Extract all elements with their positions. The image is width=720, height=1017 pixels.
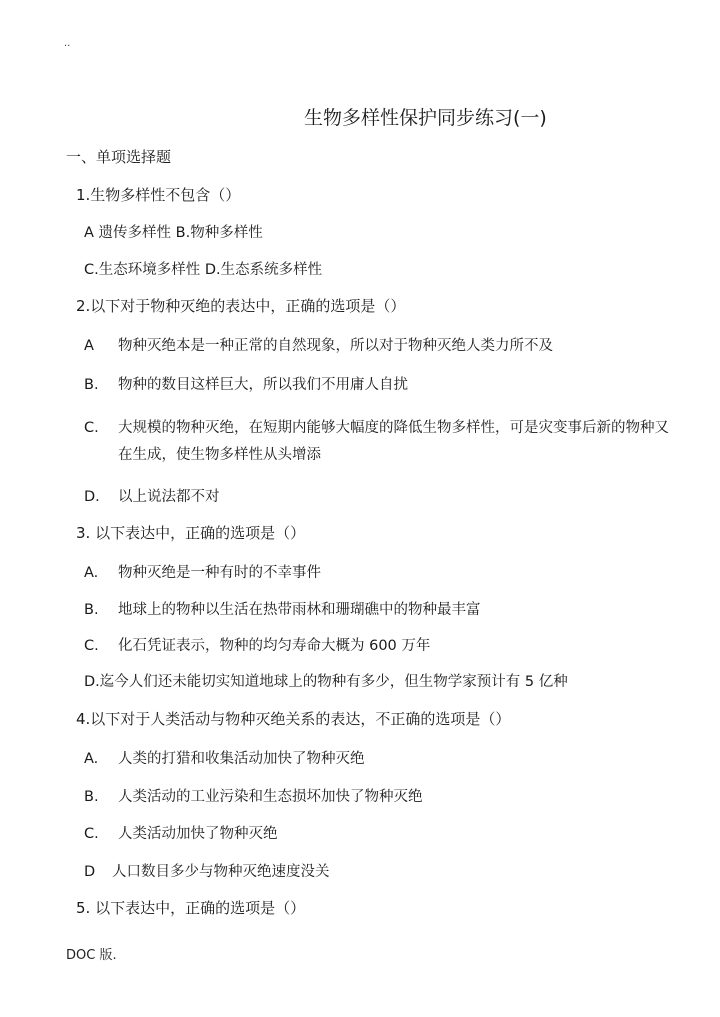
option-text: 大规模的物种灭绝，在短期内能够大幅度的降低生物多样性，可是灾变事后新的物种又在生成，使生物多样性从头增添 xyxy=(118,420,669,463)
option-letter: B. xyxy=(84,377,99,393)
question-2-stem: 2.以下对于物种灭绝的表达中，正确的选项是（） xyxy=(76,297,406,315)
option-text: 物种的数目这样巨大，所以我们不用庸人自扰 xyxy=(118,377,408,393)
option-letter: A xyxy=(84,338,94,354)
question-4-stem: 4.以下对于人类活动与物种灭绝关系的表达，不正确的选项是（） xyxy=(76,710,511,728)
option-letter: D xyxy=(84,864,96,880)
question-4-option-a xyxy=(84,747,365,768)
question-4-option-d xyxy=(84,860,330,881)
option-text: 物种灭绝本是一种正常的自然现象，所以对于物种灭绝人类力所不及 xyxy=(118,338,553,354)
question-1-option-line: C.生态环境多样性 D.生态系统多样性 xyxy=(84,262,323,278)
question-3-option-b xyxy=(84,598,481,619)
question-2-option-d xyxy=(84,485,220,506)
question-2-option-b xyxy=(84,373,408,394)
option-letter: D. xyxy=(84,489,100,505)
option-letter: C. xyxy=(84,826,99,842)
question-2-option-c xyxy=(84,415,678,469)
header-mark: .. xyxy=(64,38,71,49)
option-text: 以上说法都不对 xyxy=(118,489,220,505)
question-3-option-d: D.迄今人们还未能切实知道地球上的物种有多少，但生物学家预计有 5 亿种 xyxy=(84,674,568,690)
question-2-option-a xyxy=(84,334,553,355)
question-3-option-c xyxy=(84,634,430,655)
option-text: 人类活动加快了物种灭绝 xyxy=(118,826,278,842)
page-footer: DOC 版. xyxy=(66,948,117,963)
option-letter: A. xyxy=(84,565,99,581)
option-letter: C. xyxy=(84,638,99,654)
question-5-stem: 5. 以下表达中，正确的选项是（） xyxy=(76,899,306,917)
option-letter: A. xyxy=(84,751,99,767)
option-text: 化石凭证表示，物种的均匀寿命大概为 600 万年 xyxy=(118,638,431,654)
question-4-option-b xyxy=(84,785,423,806)
option-letter: C. xyxy=(84,420,99,436)
section-heading: 一、单项选择题 xyxy=(66,148,172,166)
question-3-option-a xyxy=(84,561,321,582)
option-text: 人口数目多少与物种灭绝速度没关 xyxy=(112,864,330,880)
option-text: 人类活动的工业污染和生态损坏加快了物种灭绝 xyxy=(118,789,423,805)
question-3-stem: 3. 以下表达中，正确的选项是（） xyxy=(76,524,306,542)
option-text: 物种灭绝是一种有时的不幸事件 xyxy=(118,565,321,581)
option-text: 人类的打猎和收集活动加快了物种灭绝 xyxy=(118,751,365,767)
question-1-option-line: A 遗传多样性 B.物种多样性 xyxy=(84,225,263,241)
option-letter: B. xyxy=(84,789,99,805)
option-letter: B. xyxy=(84,602,99,618)
option-text: 地球上的物种以生活在热带雨林和珊瑚礁中的物种最丰富 xyxy=(118,602,481,618)
page-title: 生物多样性保护同步练习(一) xyxy=(304,107,547,129)
question-4-option-c xyxy=(84,822,278,843)
question-1-stem: 1.生物多样性不包含（） xyxy=(76,186,241,204)
